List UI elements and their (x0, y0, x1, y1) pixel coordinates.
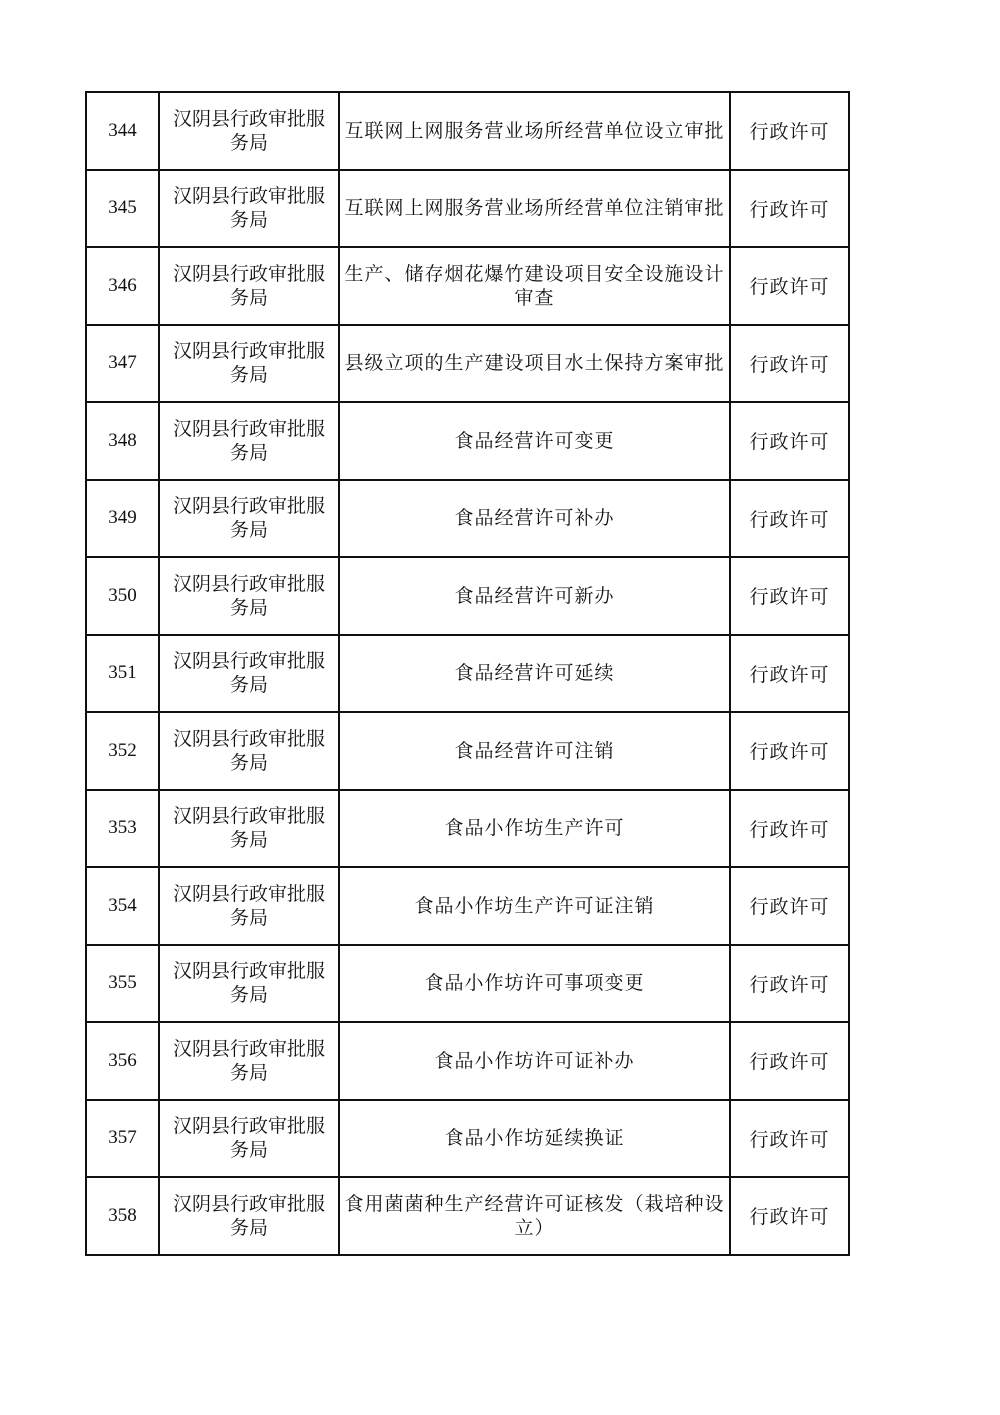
approval-item-cell-text: 食用菌菌种生产经营许可证核发（栽培种设立） (344, 1192, 725, 1239)
approval-item-cell-text: 互联网上网服务营业场所经营单位注销审批 (344, 197, 725, 220)
department-cell-text: 汉阴县行政审批服务局 (172, 882, 325, 929)
department-cell-text: 汉阴县行政审批服务局 (172, 1192, 325, 1239)
permit-type-cell-text: 行政许可 (749, 198, 830, 221)
approval-item-cell (339, 557, 730, 635)
permit-type-cell-text: 行政许可 (749, 896, 830, 919)
row-number-cell (86, 402, 159, 480)
approval-item-cell-text: 县级立项的生产建设项目水土保持方案审批 (344, 352, 725, 375)
row-number-cell (86, 557, 159, 635)
table-row (86, 480, 849, 558)
row-number-cell (86, 92, 159, 170)
department-cell-text: 汉阴县行政审批服务局 (172, 1115, 325, 1162)
department-cell-text: 汉阴县行政审批服务局 (172, 650, 325, 697)
department-cell-text: 汉阴县行政审批服务局 (172, 572, 325, 619)
table-row (86, 790, 849, 868)
permit-type-cell-text: 行政许可 (749, 508, 830, 531)
permit-type-cell (730, 1177, 849, 1255)
permit-type-cell (730, 92, 849, 170)
permit-type-cell-text: 行政许可 (749, 121, 830, 144)
row-number-cell-text: 348 (108, 429, 137, 451)
approval-item-cell (339, 247, 730, 325)
approval-item-cell-text: 食品经营许可变更 (454, 429, 615, 452)
permit-type-cell (730, 635, 849, 713)
table-row (86, 170, 849, 248)
department-cell (159, 247, 339, 325)
department-cell (159, 480, 339, 558)
permit-type-cell (730, 170, 849, 248)
permit-table-body (86, 92, 849, 1255)
permit-type-cell-text: 行政许可 (749, 1051, 830, 1074)
row-number-cell-text: 356 (108, 1049, 137, 1071)
department-cell-text: 汉阴县行政审批服务局 (172, 107, 325, 154)
approval-item-cell-text: 食品小作坊延续换证 (444, 1127, 625, 1150)
permit-type-cell-text: 行政许可 (749, 741, 830, 764)
table-row (86, 1177, 849, 1255)
department-cell (159, 712, 339, 790)
row-number-cell (86, 1100, 159, 1178)
approval-item-cell-text: 食品经营许可延续 (454, 662, 615, 685)
approval-item-cell (339, 402, 730, 480)
department-cell-text: 汉阴县行政审批服务局 (172, 960, 325, 1007)
row-number-cell-text: 346 (108, 274, 137, 296)
row-number-cell (86, 247, 159, 325)
approval-item-cell (339, 325, 730, 403)
approval-item-cell (339, 92, 730, 170)
table-row (86, 325, 849, 403)
approval-item-cell-text: 食品小作坊许可证补办 (434, 1049, 635, 1072)
permit-type-cell (730, 1022, 849, 1100)
permit-table (85, 91, 850, 1256)
row-number-cell (86, 945, 159, 1023)
approval-item-cell (339, 1100, 730, 1178)
permit-type-cell-text: 行政许可 (749, 276, 830, 299)
department-cell-text: 汉阴县行政审批服务局 (172, 185, 325, 232)
row-number-cell-text: 355 (108, 972, 137, 994)
department-cell-text: 汉阴县行政审批服务局 (172, 495, 325, 542)
permit-type-cell-text: 行政许可 (749, 431, 830, 454)
row-number-cell (86, 170, 159, 248)
table-row (86, 557, 849, 635)
approval-item-cell-text: 生产、储存烟花爆竹建设项目安全设施设计审查 (344, 262, 725, 309)
department-cell (159, 790, 339, 868)
row-number-cell (86, 712, 159, 790)
row-number-cell-text: 357 (108, 1127, 137, 1149)
department-cell-text: 汉阴县行政审批服务局 (172, 340, 325, 387)
approval-item-cell-text: 食品小作坊许可事项变更 (424, 972, 645, 995)
row-number-cell-text: 349 (108, 507, 137, 529)
row-number-cell (86, 1177, 159, 1255)
table-row (86, 92, 849, 170)
row-number-cell-text: 350 (108, 584, 137, 606)
table-row (86, 712, 849, 790)
department-cell (159, 945, 339, 1023)
row-number-cell-text: 353 (108, 817, 137, 839)
approval-item-cell-text: 食品经营许可注销 (454, 739, 615, 762)
department-cell (159, 557, 339, 635)
permit-type-cell (730, 325, 849, 403)
department-cell-text: 汉阴县行政审批服务局 (172, 417, 325, 464)
table-row (86, 945, 849, 1023)
table-row (86, 867, 849, 945)
approval-item-cell-text: 食品经营许可补办 (454, 507, 615, 530)
permit-type-cell (730, 557, 849, 635)
table-row (86, 635, 849, 713)
permit-type-cell (730, 402, 849, 480)
department-cell (159, 325, 339, 403)
permit-type-cell-text: 行政许可 (749, 973, 830, 996)
row-number-cell (86, 325, 159, 403)
approval-item-cell (339, 945, 730, 1023)
approval-item-cell-text: 食品小作坊生产许可 (444, 817, 625, 840)
approval-item-cell (339, 712, 730, 790)
row-number-cell (86, 790, 159, 868)
row-number-cell (86, 480, 159, 558)
permit-type-cell (730, 480, 849, 558)
approval-item-cell (339, 170, 730, 248)
row-number-cell (86, 867, 159, 945)
row-number-cell-text: 347 (108, 352, 137, 374)
table-row (86, 1100, 849, 1178)
department-cell (159, 92, 339, 170)
permit-type-cell (730, 790, 849, 868)
row-number-cell-text: 354 (108, 894, 137, 916)
row-number-cell-text: 345 (108, 197, 137, 219)
table-row (86, 402, 849, 480)
approval-item-cell-text: 互联网上网服务营业场所经营单位设立审批 (344, 119, 725, 142)
permit-table-container (85, 91, 850, 1256)
row-number-cell-text: 344 (108, 119, 137, 141)
permit-type-cell-text: 行政许可 (749, 586, 830, 609)
row-number-cell-text: 352 (108, 739, 137, 761)
department-cell (159, 635, 339, 713)
row-number-cell (86, 1022, 159, 1100)
permit-type-cell-text: 行政许可 (749, 1206, 830, 1229)
table-row (86, 247, 849, 325)
table-row (86, 1022, 849, 1100)
approval-item-cell (339, 790, 730, 868)
permit-type-cell-text: 行政许可 (749, 663, 830, 686)
permit-type-cell (730, 1100, 849, 1178)
permit-type-cell-text: 行政许可 (749, 353, 830, 376)
approval-item-cell-text: 食品经营许可新办 (454, 584, 615, 607)
department-cell-text: 汉阴县行政审批服务局 (172, 727, 325, 774)
approval-item-cell (339, 1022, 730, 1100)
row-number-cell-text: 358 (108, 1204, 137, 1226)
department-cell-text: 汉阴县行政审批服务局 (172, 262, 325, 309)
permit-type-cell (730, 945, 849, 1023)
department-cell-text: 汉阴县行政审批服务局 (172, 805, 325, 852)
department-cell-text: 汉阴县行政审批服务局 (172, 1037, 325, 1084)
permit-type-cell (730, 867, 849, 945)
permit-type-cell-text: 行政许可 (749, 1128, 830, 1151)
department-cell (159, 867, 339, 945)
department-cell (159, 1100, 339, 1178)
approval-item-cell (339, 1177, 730, 1255)
department-cell (159, 1022, 339, 1100)
row-number-cell (86, 635, 159, 713)
department-cell (159, 1177, 339, 1255)
approval-item-cell (339, 867, 730, 945)
approval-item-cell-text: 食品小作坊生产许可证注销 (414, 894, 655, 917)
permit-type-cell (730, 712, 849, 790)
approval-item-cell (339, 635, 730, 713)
approval-item-cell (339, 480, 730, 558)
row-number-cell-text: 351 (108, 662, 137, 684)
permit-type-cell (730, 247, 849, 325)
department-cell (159, 402, 339, 480)
permit-type-cell-text: 行政许可 (749, 818, 830, 841)
department-cell (159, 170, 339, 248)
